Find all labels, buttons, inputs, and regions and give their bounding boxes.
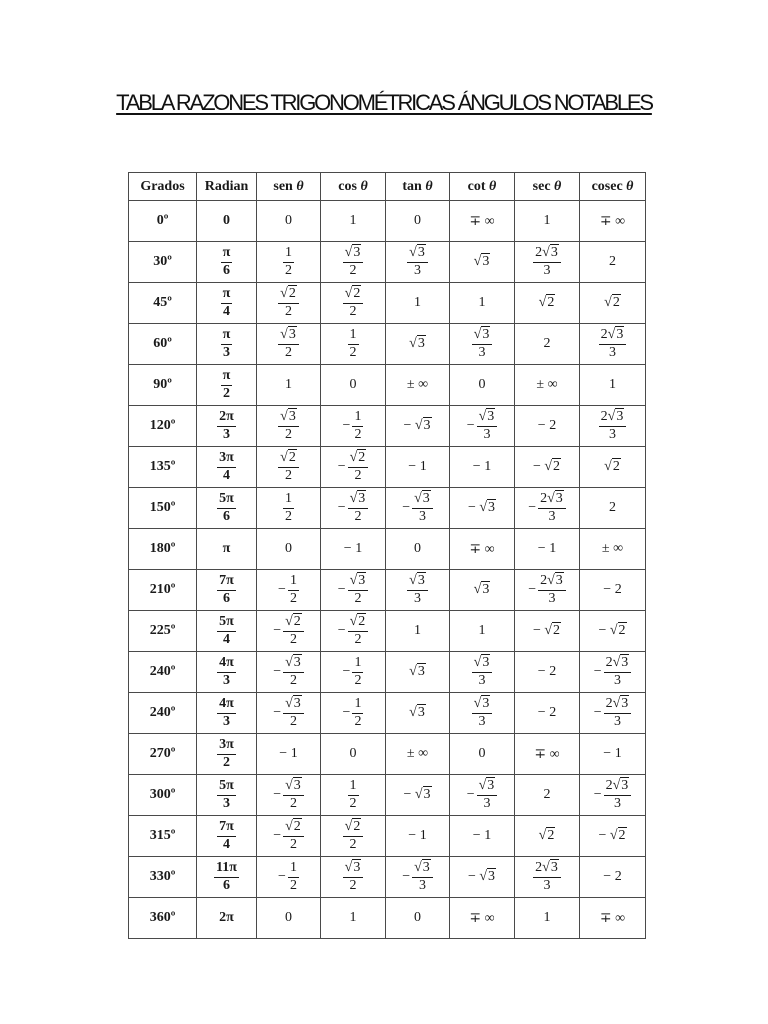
cell-cos: − $\frac{1}{2}$ [321,406,386,447]
cell-cosec: $\frac{2√3}{3}$ [580,406,646,447]
cell-cot: − √3 [450,857,515,898]
cell-grados: 225º [129,611,197,652]
table-row [129,816,646,857]
cell-cot: $\frac{√3}{3}$ [450,652,515,693]
cell-tan: ± ∞ [386,734,450,775]
table-row [129,693,646,734]
cell-radian: $\frac{\pi}{3}$ [197,324,257,365]
table-row [129,283,646,324]
cell-sen: − $\frac{√2}{2}$ [257,611,321,652]
table-row [129,365,646,406]
cell-cot: $\frac{√3}{3}$ [450,693,515,734]
cell-cos: − $\frac{√2}{2}$ [321,447,386,488]
table-row [129,529,646,570]
cell-cosec: √2 [580,283,646,324]
header-cos: cos θ [321,173,386,201]
cell-cot: − $\frac{√3}{3}$ [450,406,515,447]
cell-cot: $\frac{√3}{3}$ [450,324,515,365]
cell-tan: 1 [386,283,450,324]
cell-cot: 0 [450,365,515,406]
cell-cos: $\frac{√2}{2}$ [321,283,386,324]
cell-sen: 0 [257,898,321,939]
cell-sec: − 2 [515,693,580,734]
cell-cosec: 2 [580,488,646,529]
cell-sec: 1 [515,898,580,939]
table-row [129,570,646,611]
cell-sen: $\frac{1}{2}$ [257,242,321,283]
cell-cosec: ± ∞ [580,529,646,570]
cell-sen: − $\frac{√3}{2}$ [257,693,321,734]
cell-sen: − $\frac{√2}{2}$ [257,816,321,857]
cell-sec: $\frac{2√3}{3}$ [515,857,580,898]
table-row [129,242,646,283]
cell-sec: − $\frac{2√3}{3}$ [515,488,580,529]
cell-grados: 210º [129,570,197,611]
page-title: TABLA RAZONES TRIGONOMÉTRICAS ÁNGULOS NOTABLES [116,90,652,115]
cell-sec: √2 [515,816,580,857]
header-grados: Grados [129,173,197,201]
cell-grados: 240º [129,693,197,734]
cell-sen: − $\frac{√3}{2}$ [257,652,321,693]
cell-sec: − 1 [515,529,580,570]
cell-grados: 330º [129,857,197,898]
cell-grados: 45º [129,283,197,324]
cell-cosec: − 2 [580,570,646,611]
table-row [129,324,646,365]
cell-cos: − $\frac{1}{2}$ [321,693,386,734]
table-row [129,857,646,898]
cell-grados: 90º [129,365,197,406]
cell-cosec: √2 [580,447,646,488]
cell-grados: 60º [129,324,197,365]
cell-tan: − √3 [386,775,450,816]
cell-sen: − 1 [257,734,321,775]
cell-radian: 2π [197,898,257,939]
cell-tan: − 1 [386,447,450,488]
cell-sen: $\frac{√2}{2}$ [257,447,321,488]
cell-sen: 0 [257,201,321,242]
cell-tan: 0 [386,529,450,570]
cell-sec: − 2 [515,406,580,447]
cell-cot: 1 [450,283,515,324]
cell-cos: $\frac{√2}{2}$ [321,816,386,857]
cell-sec: − $\frac{2√3}{3}$ [515,570,580,611]
cell-sec: $\frac{2√3}{3}$ [515,242,580,283]
cell-sec: ± ∞ [515,365,580,406]
cell-tan: $\frac{√3}{3}$ [386,570,450,611]
table-row [129,201,646,242]
cell-cos: − $\frac{√2}{2}$ [321,611,386,652]
cell-radian: 0 [197,201,257,242]
cell-cos: $\frac{1}{2}$ [321,775,386,816]
cell-cot: − 1 [450,447,515,488]
cell-sec: 2 [515,775,580,816]
cell-sec: − 2 [515,652,580,693]
trig-table [128,172,646,939]
cell-grados: 315º [129,816,197,857]
cell-cosec: − √2 [580,816,646,857]
cell-radian: π [197,529,257,570]
cell-cot: 1 [450,611,515,652]
cell-tan: √3 [386,693,450,734]
table-row [129,406,646,447]
cell-tan: ± ∞ [386,365,450,406]
cell-cot: ∓ ∞ [450,201,515,242]
cell-grados: 180º [129,529,197,570]
cell-cot: − √3 [450,488,515,529]
cell-grados: 150º [129,488,197,529]
cell-sec: 1 [515,201,580,242]
table-header-row [129,173,646,201]
cell-cosec: − $\frac{2√3}{3}$ [580,652,646,693]
table-row [129,775,646,816]
cell-cos: 0 [321,734,386,775]
table-row [129,734,646,775]
table-row [129,898,646,939]
cell-cos: − $\frac{√3}{2}$ [321,570,386,611]
cell-cos: $\frac{√3}{2}$ [321,242,386,283]
cell-grados: 135º [129,447,197,488]
cell-tan: 0 [386,898,450,939]
cell-cot: − 1 [450,816,515,857]
header-sen: sen θ [257,173,321,201]
cell-radian: $\frac{\pi}{4}$ [197,283,257,324]
cell-sen: − $\frac{1}{2}$ [257,857,321,898]
table-row [129,488,646,529]
cell-cosec: − √2 [580,611,646,652]
cell-sen: 0 [257,529,321,570]
cell-cot: − $\frac{√3}{3}$ [450,775,515,816]
cell-tan: − 1 [386,816,450,857]
cell-cosec: $\frac{2√3}{3}$ [580,324,646,365]
cell-cos: $\frac{√3}{2}$ [321,857,386,898]
cell-radian: $\frac{\pi}{6}$ [197,242,257,283]
cell-cosec: ∓ ∞ [580,201,646,242]
cell-grados: 240º [129,652,197,693]
cell-tan: √3 [386,324,450,365]
header-radian: Radian [197,173,257,201]
cell-sen: − $\frac{1}{2}$ [257,570,321,611]
cell-radian: $\frac{4\pi}{3}$ [197,652,257,693]
cell-grados: 360º [129,898,197,939]
cell-cot: √3 [450,242,515,283]
cell-sen: − $\frac{√3}{2}$ [257,775,321,816]
cell-sec: − √2 [515,611,580,652]
cell-cos: − $\frac{1}{2}$ [321,652,386,693]
table-row [129,611,646,652]
cell-sec: √2 [515,283,580,324]
cell-cot: √3 [450,570,515,611]
cell-cos: 1 [321,898,386,939]
cell-radian: $\frac{\pi}{2}$ [197,365,257,406]
cell-cosec: − $\frac{2√3}{3}$ [580,693,646,734]
cell-tan: − √3 [386,406,450,447]
cell-tan: √3 [386,652,450,693]
cell-radian: $\frac{5\pi}{6}$ [197,488,257,529]
table-row [129,447,646,488]
cell-sen: $\frac{√3}{2}$ [257,406,321,447]
cell-cosec: − 1 [580,734,646,775]
cell-sen: $\frac{1}{2}$ [257,488,321,529]
cell-cos: − $\frac{√3}{2}$ [321,488,386,529]
cell-grados: 30º [129,242,197,283]
cell-tan: 0 [386,201,450,242]
cell-cos: 0 [321,365,386,406]
table-row [129,652,646,693]
cell-cot: ∓ ∞ [450,529,515,570]
cell-radian: $\frac{2\pi}{3}$ [197,406,257,447]
cell-radian: $\frac{5\pi}{4}$ [197,611,257,652]
cell-cosec: 1 [580,365,646,406]
cell-radian: $\frac{5\pi}{3}$ [197,775,257,816]
header-tan: tan θ [386,173,450,201]
cell-cos: 1 [321,201,386,242]
cell-radian: $\frac{3\pi}{2}$ [197,734,257,775]
header-sec: sec θ [515,173,580,201]
cell-sen: $\frac{√2}{2}$ [257,283,321,324]
cell-sen: 1 [257,365,321,406]
cell-grados: 270º [129,734,197,775]
cell-grados: 0º [129,201,197,242]
cell-tan: − $\frac{√3}{3}$ [386,488,450,529]
cell-tan: 1 [386,611,450,652]
cell-grados: 300º [129,775,197,816]
cell-sec: 2 [515,324,580,365]
cell-tan: $\frac{√3}{3}$ [386,242,450,283]
cell-radian: $\frac{7\pi}{6}$ [197,570,257,611]
cell-sec: − √2 [515,447,580,488]
cell-cosec: − 2 [580,857,646,898]
cell-sec: ∓ ∞ [515,734,580,775]
cell-cosec: ∓ ∞ [580,898,646,939]
cell-sen: $\frac{√3}{2}$ [257,324,321,365]
cell-radian: $\frac{4\pi}{3}$ [197,693,257,734]
cell-radian: $\frac{3\pi}{4}$ [197,447,257,488]
header-cosec: cosec θ [580,173,646,201]
cell-cot: ∓ ∞ [450,898,515,939]
cell-cos: − 1 [321,529,386,570]
cell-cosec: 2 [580,242,646,283]
cell-cot: 0 [450,734,515,775]
cell-radian: $\frac{11\pi}{6}$ [197,857,257,898]
cell-tan: − $\frac{√3}{3}$ [386,857,450,898]
cell-grados: 120º [129,406,197,447]
cell-cosec: − $\frac{2√3}{3}$ [580,775,646,816]
cell-radian: $\frac{7\pi}{4}$ [197,816,257,857]
cell-cos: $\frac{1}{2}$ [321,324,386,365]
header-cot: cot θ [450,173,515,201]
